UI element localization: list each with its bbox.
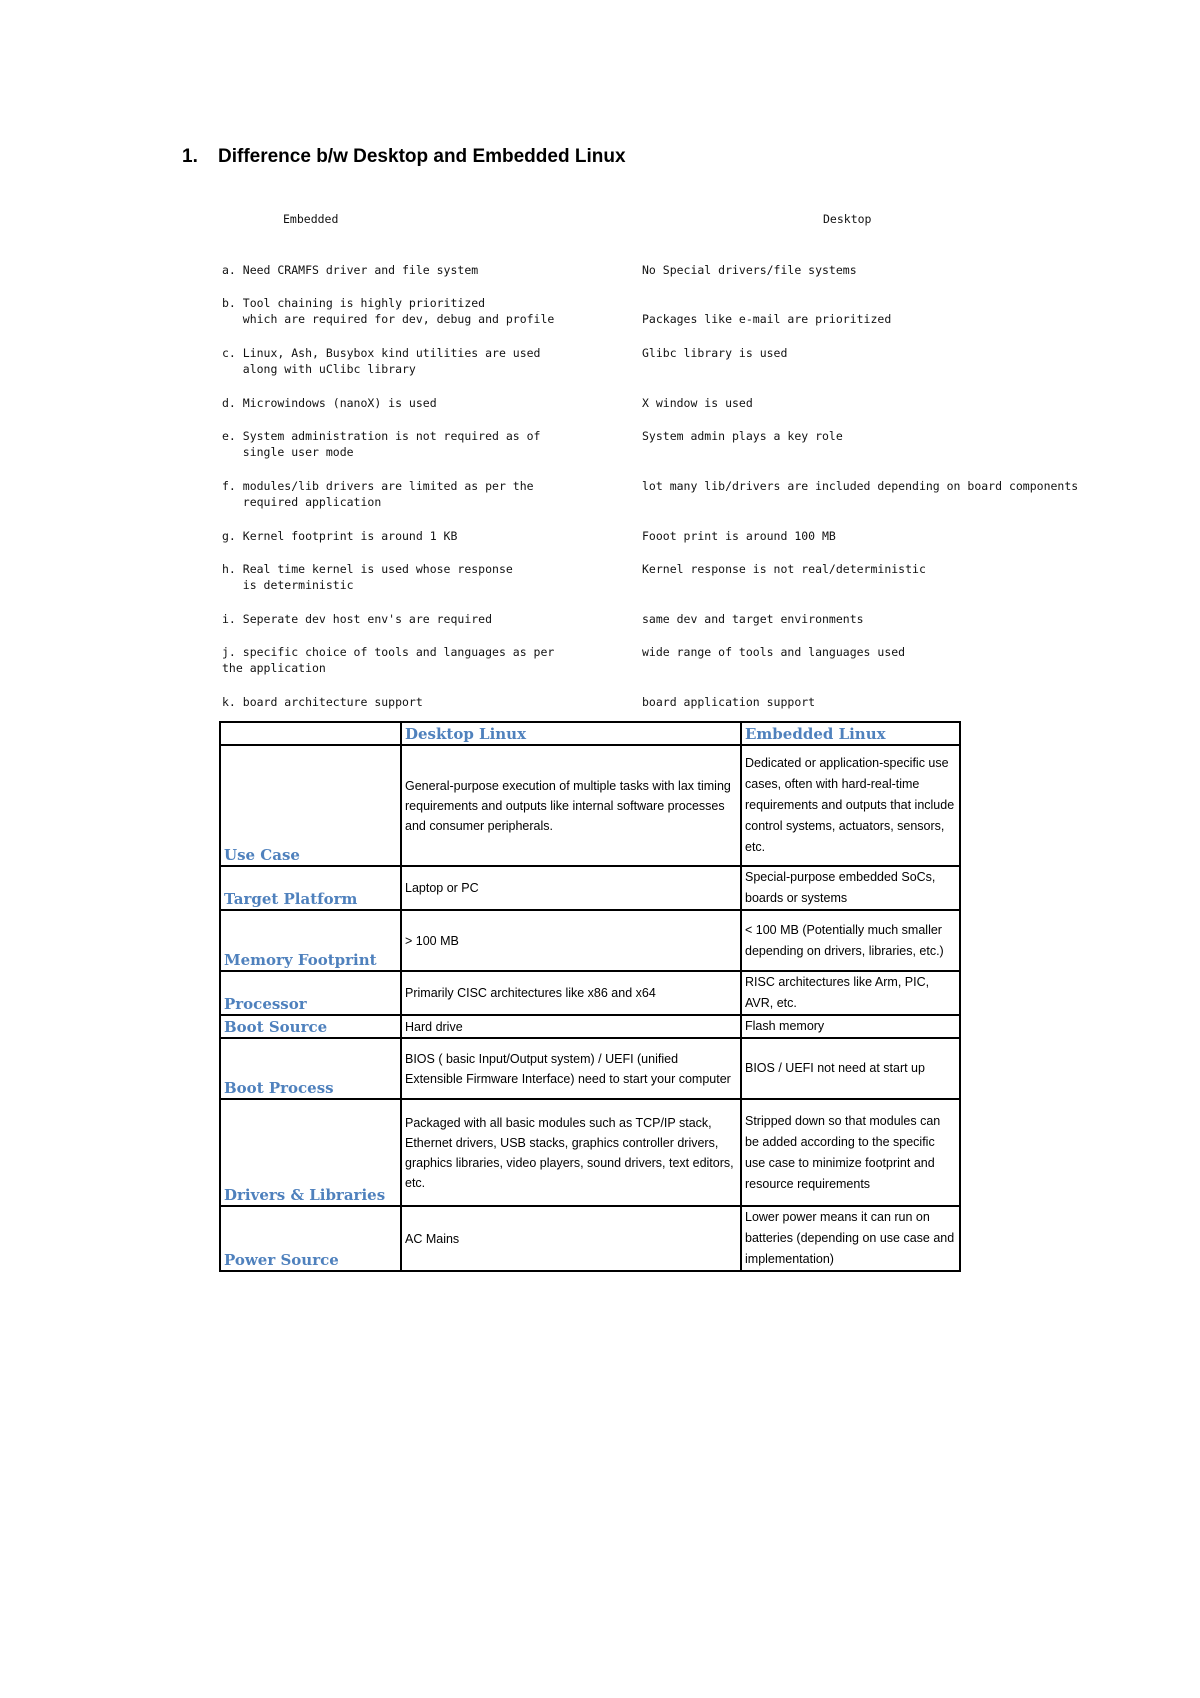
row-label: Boot Source [220, 1015, 401, 1038]
embedded-cell: Flash memory [741, 1015, 960, 1038]
embedded-point: j. specific choice of tools and languages as per the application [222, 645, 555, 675]
embedded-point: i. Seperate dev host env's are required [222, 612, 493, 626]
table-row [220, 1099, 960, 1206]
desktop-cell: > 100 MB [401, 910, 741, 971]
embedded-point: h. Real time kernel is used whose response is deterministic [222, 562, 513, 592]
table-row [220, 1015, 960, 1038]
embedded-cell: BIOS / UEFI not need at start up [741, 1038, 960, 1099]
table-row [220, 866, 960, 910]
embedded-point: g. Kernel footprint is around 1 KB [222, 529, 458, 543]
row-label: Boot Process [220, 1038, 401, 1099]
desktop-point: wide range of tools and languages used [642, 645, 906, 659]
desktop-point: lot many lib/drivers are included depending on board components [642, 479, 1079, 493]
desktop-point: board application support [642, 695, 816, 709]
embedded-point: d. Microwindows (nanoX) is used [222, 396, 437, 410]
desktop-column-label: Desktop [823, 212, 872, 226]
heading-number: 1. [182, 146, 198, 167]
row-label: Power Source [220, 1206, 401, 1271]
embedded-point: a. Need CRAMFS driver and file system [222, 263, 479, 277]
table-row [220, 745, 960, 866]
table-header-desktop: Desktop Linux [401, 722, 741, 745]
desktop-point: Fooot print is around 100 MB [642, 529, 836, 543]
desktop-cell: Hard drive [401, 1015, 741, 1038]
table-row [220, 910, 960, 971]
row-label: Target Platform [220, 866, 401, 910]
table-header-embedded: Embedded Linux [741, 722, 960, 745]
desktop-point: System admin plays a key role [642, 429, 843, 443]
table-row [220, 1038, 960, 1099]
embedded-column-label: Embedded [283, 212, 339, 226]
row-label: Memory Footprint [220, 910, 401, 971]
embedded-cell: Stripped down so that modules can be added according to the specific use case to minimize footprint and resource requirements [741, 1099, 960, 1206]
desktop-cell: Primarily CISC architectures like x86 and x64 [401, 971, 741, 1015]
desktop-cell: Laptop or PC [401, 866, 741, 910]
embedded-point: k. board architecture support [222, 695, 423, 709]
table-row [220, 971, 960, 1015]
embedded-point: c. Linux, Ash, Busybox kind utilities are used along with uClibc library [222, 346, 541, 376]
row-label: Processor [220, 971, 401, 1015]
embedded-cell: RISC architectures like Arm, PIC, AVR, etc. [741, 971, 960, 1015]
embedded-cell: Dedicated or application-specific use cases, often with hard-real-time requirements and outputs that include control systems, actuators, sensors, etc. [741, 745, 960, 866]
embedded-point: b. Tool chaining is highly prioritized which are required for dev, debug and profile [222, 296, 555, 326]
desktop-point: Glibc library is used [642, 346, 788, 360]
embedded-cell: < 100 MB (Potentially much smaller depending on drivers, libraries, etc.) [741, 910, 960, 971]
row-label: Drivers & Libraries [220, 1099, 401, 1206]
embedded-cell: Special-purpose embedded SoCs, boards or systems [741, 866, 960, 910]
embedded-point: f. modules/lib drivers are limited as per the required application [222, 479, 534, 509]
page-title [182, 146, 626, 168]
desktop-cell: BIOS ( basic Input/Output system) / UEFI (unified Extensible Firmware Interface) need to start your computer [401, 1038, 741, 1099]
desktop-cell: Packaged with all basic modules such as TCP/IP stack, Ethernet drivers, USB stacks, graphics controller drivers, graphics libraries, video players, sound drivers, text editors, etc. [401, 1099, 741, 1206]
desktop-point: X window is used [642, 396, 753, 410]
desktop-cell: General-purpose execution of multiple tasks with lax timing requirements and outputs like internal software processes and consumer peripherals. [401, 745, 741, 866]
embedded-cell: Lower power means it can run on batteries (depending on use case and implementation) [741, 1206, 960, 1271]
comparison-table [219, 721, 961, 1272]
embedded-point: e. System administration is not required as of single user mode [222, 429, 541, 459]
heading-text: Difference b/w Desktop and Embedded Linux [218, 146, 626, 167]
table-header-row [220, 722, 960, 745]
row-label: Use Case [220, 745, 401, 866]
desktop-point: Packages like e-mail are prioritized [642, 312, 892, 326]
desktop-point: No Special drivers/file systems [642, 263, 857, 277]
table-header-corner [220, 722, 401, 745]
desktop-point: Kernel response is not real/deterministic [642, 562, 926, 576]
desktop-point: same dev and target environments [642, 612, 864, 626]
table-row [220, 1206, 960, 1271]
desktop-cell: AC Mains [401, 1206, 741, 1271]
